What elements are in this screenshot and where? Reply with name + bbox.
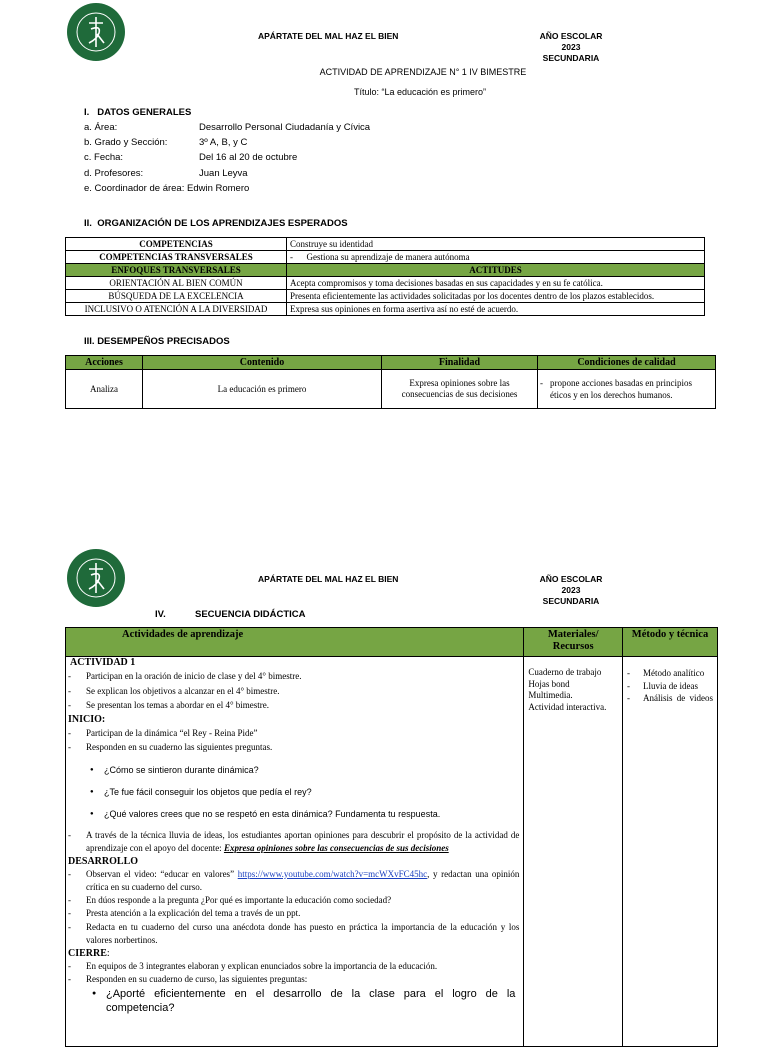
table-row <box>66 290 705 303</box>
list-item: - Responden en su cuaderno las siguientes preguntas. <box>68 742 273 752</box>
question-item: ● ¿Aporté eficientemente en el desarrollo de la clase para el logro de la competencia? <box>68 987 519 1015</box>
metodo-item: - Lluvia de ideas <box>627 680 698 691</box>
school-crest-icon <box>67 3 125 61</box>
competencias-label: COMPETENCIAS <box>66 238 287 251</box>
finalidad-cell: Expresa opiniones sobre las consecuencias de sus decisiones <box>382 370 538 409</box>
table-header-row <box>66 628 718 657</box>
list-item: - Presta atención a la explicación del tema a través de un ppt. <box>68 908 301 918</box>
list-item: - En equipos de 3 integrantes elaboran y explican enunciados sobre la importancia de la educación. <box>68 960 438 971</box>
materiales-cell <box>524 657 623 1047</box>
competencias-table <box>65 237 705 316</box>
table-row <box>66 657 718 1047</box>
list-item: - Redacta en tu cuaderno del curso una anécdota donde has puesto en práctica la importancia de la educación y los valores norbertinos. <box>68 921 520 945</box>
metodo-item: - Método analítico <box>627 668 705 678</box>
col-contenido: Contenido <box>143 356 382 370</box>
datos-row: a. Área: Desarrollo Personal Ciudadanía y Cívica <box>84 122 371 133</box>
col-condiciones: Condiciones de calidad <box>538 356 716 370</box>
list-item: - Observan el video: “educar en valores” https://www.youtube.com/watch?v=mcWXvFC45hc, y redactan una opinión crítica en su cuaderno del curso. <box>68 868 520 892</box>
school-year: AÑO ESCOLAR 2023 <box>539 574 603 595</box>
material-item: Multimedia. <box>528 690 573 700</box>
section-datos-generales: I. DATOS GENERALES <box>84 107 192 118</box>
question-item: ● ¿Qué valores crees que no se respetó en esta dinámica? Fundamenta tu respuesta. <box>68 803 519 825</box>
transversales-value: - Gestiona su aprendizaje de manera autónoma <box>287 251 705 264</box>
secuencia-table <box>65 627 718 1047</box>
enfoque-cell: BÚSQUEDA DE LA EXCELENCIA <box>66 290 287 303</box>
question-item: ● ¿Cómo se sintieron durante dinámica? <box>68 759 519 781</box>
material-item: Actividad interactiva. <box>528 701 607 712</box>
list-item: - Responden en su cuaderno de curso, las siguientes preguntas: <box>68 974 308 984</box>
col-actividades: Actividades de aprendizaje <box>66 628 524 657</box>
table-row <box>66 238 705 251</box>
inicio-label: INICIO: <box>68 713 106 725</box>
col-materiales: Materiales/ Recursos <box>524 628 623 657</box>
transversales-label: COMPETENCIAS TRANSVERSALES <box>66 251 287 264</box>
col-metodo: Método y técnica <box>623 628 718 657</box>
school-year: AÑO ESCOLAR 2023 <box>539 31 603 52</box>
metodo-cell <box>623 657 718 1047</box>
datos-coordinator: e. Coordinador de área: Edwin Romero <box>84 182 250 194</box>
actividad-label: ACTIVIDAD 1 <box>70 657 136 668</box>
school-motto: APÁRTATE DEL MAL HAZ EL BIEN <box>258 31 399 41</box>
table-row <box>66 303 705 316</box>
section-organizacion: II. ORGANIZACIÓN DE LOS APRENDIZAJES ESPERADOS <box>84 218 348 229</box>
col-finalidad: Finalidad <box>382 356 538 370</box>
actitudes-header: ACTITUDES <box>287 264 705 277</box>
school-logo <box>67 3 125 61</box>
enfoque-cell: ORIENTACIÓN AL BIEN COMÚN <box>66 277 287 290</box>
list-item: - A través de la técnica lluvia de ideas, los estudiantes aportan opiniones para descubrir el propósito de la actividad de aprendizaje con el apoyo del docente: Expresa opiniones sobre las consecuencias de sus decisiones <box>68 829 520 853</box>
desarrollo-label: DESARROLLO <box>68 855 139 867</box>
school-level: SECUNDARIA <box>542 53 600 63</box>
list-item: - Se explican los objetivos a alcanzar en el 4° bimestre. <box>68 685 280 696</box>
condiciones-dash: - <box>540 378 543 388</box>
table-row <box>66 277 705 290</box>
activity-title: ACTIVIDAD DE APRENDIZAJE N° 1 IV BIMESTRE <box>319 67 527 77</box>
condiciones-text: propone acciones basadas en principios éticos y en los derechos humanos. <box>550 378 692 400</box>
datos-generales-list <box>84 120 444 196</box>
video-link[interactable]: https://www.youtube.com/watch?v=mcWXvFC45hc <box>237 868 428 879</box>
contenido-cell: La educación es primero <box>143 370 382 409</box>
accion-cell: Analiza <box>66 370 143 409</box>
datos-row: b. Grado y Sección: 3º A, B, y C <box>84 137 248 149</box>
school-motto: APÁRTATE DEL MAL HAZ EL BIEN <box>258 574 399 584</box>
enfoque-cell: INCLUSIVO O ATENCIÓN A LA DIVERSIDAD <box>66 303 287 316</box>
section-secuencia: IV. SECUENCIA DIDÁCTICA <box>155 609 306 620</box>
question-item: ● ¿Te fue fácil conseguir los objetos que pedía el rey? <box>68 781 519 803</box>
activity-subtitle: Título: “La educación es primero” <box>353 87 487 97</box>
school-logo <box>67 549 125 607</box>
actitud-cell: Expresa sus opiniones en forma asertiva así no esté de acuerdo. <box>287 303 705 316</box>
actividades-cell <box>66 657 524 1047</box>
actitud-cell: Acepta compromisos y toma decisiones basadas en sus capacidades y en su fe católica. <box>287 277 705 290</box>
table-row <box>66 251 705 264</box>
school-year-block <box>530 574 612 607</box>
list-item: - Participan de la dinámica “el Rey - Reina Pide” <box>68 727 258 738</box>
table-row <box>66 370 716 409</box>
cierre-label-row: CIERRE: <box>68 947 110 959</box>
material-item: Cuaderno de trabajo <box>528 667 602 677</box>
list-item: - Participan en la oración de inicio de clase y del 4° bimestre. <box>68 671 302 681</box>
school-year-block <box>530 31 612 64</box>
list-item: - En dúos responde a la pregunta ¿Por qué es importante la educación como sociedad? <box>68 894 392 905</box>
col-acciones: Acciones <box>66 356 143 370</box>
cierre-label: CIERRE <box>68 947 107 959</box>
competencias-value: Construye su identidad <box>287 238 705 251</box>
enfoques-header: ENFOQUES TRANSVERSALES <box>66 264 287 277</box>
material-item: Hojas bond <box>528 678 570 689</box>
list-item: - Se presentan los temas a abordar en el 4° bimestre. <box>68 700 270 710</box>
section-desempenos: III. DESEMPEÑOS PRECISADOS <box>84 336 230 347</box>
school-level: SECUNDARIA <box>542 596 600 606</box>
datos-row: c. Fecha: Del 16 al 20 de octubre <box>84 152 298 164</box>
school-crest-icon <box>67 549 125 607</box>
metodo-item: - Análisis de videos <box>627 693 713 703</box>
datos-row: d. Profesores: Juan Leyva <box>84 167 248 179</box>
desempenos-table <box>65 355 716 409</box>
proposito-text: Expresa opiniones sobre las consecuencias de sus decisiones <box>223 842 449 853</box>
table-row <box>66 264 705 277</box>
table-header-row <box>66 356 716 370</box>
actitud-cell: Presenta eficientemente las actividades solicitadas por los docentes dentro de los plazos establecidos. <box>287 290 705 303</box>
condiciones-cell <box>538 370 716 409</box>
